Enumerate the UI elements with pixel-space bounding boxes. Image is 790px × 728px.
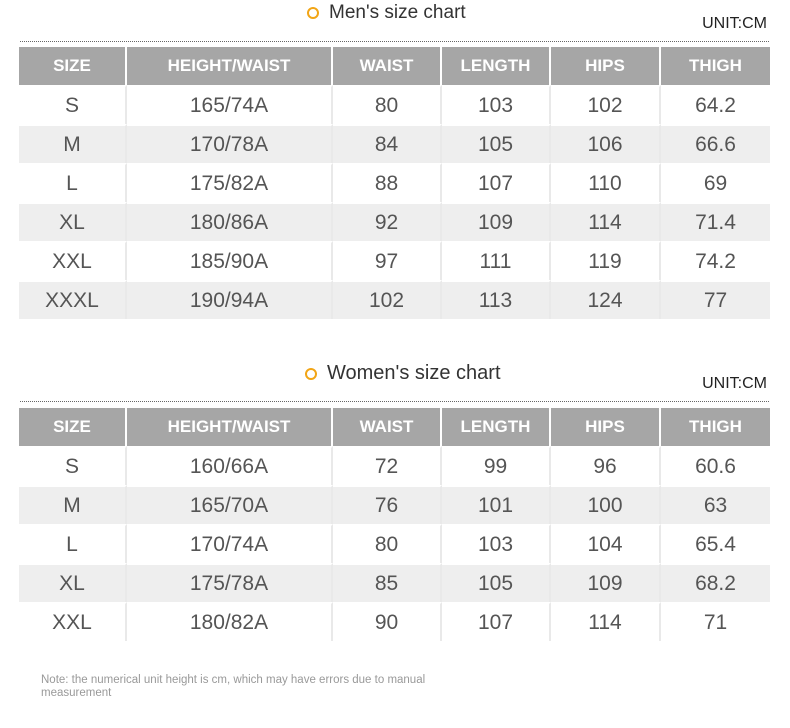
table-cell: L xyxy=(19,524,127,563)
table-cell: 65.4 xyxy=(661,524,770,563)
men-title-row xyxy=(0,0,790,30)
table-cell: 88 xyxy=(333,163,442,202)
table-cell: 100 xyxy=(551,485,661,524)
measurement-note: Note: the numerical unit height is cm, which may have errors due to manual measurement xyxy=(41,674,426,699)
table-cell: S xyxy=(19,85,127,124)
column-header-length: LENGTH xyxy=(442,47,551,85)
column-header-size: SIZE xyxy=(19,47,127,85)
table-cell: 165/70A xyxy=(127,485,333,524)
table-cell: 180/82A xyxy=(127,602,333,641)
table-cell: 64.2 xyxy=(661,85,770,124)
column-header-waist: WAIST xyxy=(333,47,442,85)
table-cell: XXL xyxy=(19,241,127,280)
table-cell: 96 xyxy=(551,446,661,485)
table-cell: 99 xyxy=(442,446,551,485)
table-cell: 185/90A xyxy=(127,241,333,280)
column-header-thigh: THIGH xyxy=(661,47,770,85)
table-cell: 102 xyxy=(551,85,661,124)
table-row xyxy=(19,602,770,641)
column-header-height-waist: HEIGHT/WAIST xyxy=(127,47,333,85)
table-cell: 66.6 xyxy=(661,124,770,163)
table-cell: 72 xyxy=(333,446,442,485)
table-cell: L xyxy=(19,163,127,202)
table-cell: 80 xyxy=(333,524,442,563)
women-dotted-divider xyxy=(20,401,769,402)
table-row xyxy=(19,524,770,563)
table-row xyxy=(19,124,770,163)
table-cell: M xyxy=(19,485,127,524)
table-cell: 69 xyxy=(661,163,770,202)
table-cell: 190/94A xyxy=(127,280,333,319)
column-header-size: SIZE xyxy=(19,408,127,446)
table-cell: 165/74A xyxy=(127,85,333,124)
column-header-length: LENGTH xyxy=(442,408,551,446)
column-header-hips: HIPS xyxy=(551,47,661,85)
table-cell: 85 xyxy=(333,563,442,602)
table-cell: 63 xyxy=(661,485,770,524)
table-cell: 124 xyxy=(551,280,661,319)
table-cell: 170/78A xyxy=(127,124,333,163)
table-cell: 105 xyxy=(442,124,551,163)
table-cell: 110 xyxy=(551,163,661,202)
table-row xyxy=(19,163,770,202)
men-dotted-divider xyxy=(20,41,769,42)
table-cell: 84 xyxy=(333,124,442,163)
table-cell: 113 xyxy=(442,280,551,319)
table-cell: 92 xyxy=(333,202,442,241)
table-cell: 175/82A xyxy=(127,163,333,202)
table-cell: XXL xyxy=(19,602,127,641)
table-cell: 106 xyxy=(551,124,661,163)
column-header-hips: HIPS xyxy=(551,408,661,446)
table-cell: 175/78A xyxy=(127,563,333,602)
table-row xyxy=(19,485,770,524)
table-row xyxy=(19,85,770,124)
table-cell: XL xyxy=(19,202,127,241)
men-title-wrap xyxy=(307,2,466,24)
table-cell: 105 xyxy=(442,563,551,602)
men-unit-label: UNIT:CM xyxy=(702,15,767,32)
table-row xyxy=(19,563,770,602)
circle-ring-icon xyxy=(305,368,317,380)
men-size-table xyxy=(19,47,770,319)
table-cell: 76 xyxy=(333,485,442,524)
table-cell: 60.6 xyxy=(661,446,770,485)
table-cell: XL xyxy=(19,563,127,602)
table-cell: 109 xyxy=(551,563,661,602)
table-cell: 107 xyxy=(442,163,551,202)
table-header-row xyxy=(19,408,770,446)
table-cell: 71.4 xyxy=(661,202,770,241)
table-cell: 97 xyxy=(333,241,442,280)
table-cell: 111 xyxy=(442,241,551,280)
column-header-height-waist: HEIGHT/WAIST xyxy=(127,408,333,446)
table-cell: 180/86A xyxy=(127,202,333,241)
women-title-wrap xyxy=(305,362,501,385)
table-cell: 114 xyxy=(551,602,661,641)
table-cell: 90 xyxy=(333,602,442,641)
table-row xyxy=(19,446,770,485)
column-header-waist: WAIST xyxy=(333,408,442,446)
table-cell: 104 xyxy=(551,524,661,563)
table-row xyxy=(19,202,770,241)
table-cell: 74.2 xyxy=(661,241,770,280)
table-cell: S xyxy=(19,446,127,485)
table-cell: 80 xyxy=(333,85,442,124)
table-cell: M xyxy=(19,124,127,163)
women-chart-title: Women's size chart xyxy=(327,362,501,384)
table-row xyxy=(19,280,770,319)
table-cell: 103 xyxy=(442,85,551,124)
table-header-row xyxy=(19,47,770,85)
women-unit-label: UNIT:CM xyxy=(702,375,767,392)
table-cell: 109 xyxy=(442,202,551,241)
table-cell: 101 xyxy=(442,485,551,524)
table-cell: 77 xyxy=(661,280,770,319)
table-row xyxy=(19,241,770,280)
men-chart-title: Men's size chart xyxy=(329,2,466,23)
column-header-thigh: THIGH xyxy=(661,408,770,446)
table-cell: 68.2 xyxy=(661,563,770,602)
table-cell: XXXL xyxy=(19,280,127,319)
table-cell: 107 xyxy=(442,602,551,641)
table-cell: 170/74A xyxy=(127,524,333,563)
table-cell: 102 xyxy=(333,280,442,319)
table-cell: 114 xyxy=(551,202,661,241)
table-cell: 103 xyxy=(442,524,551,563)
women-size-table xyxy=(19,408,770,641)
table-cell: 119 xyxy=(551,241,661,280)
women-title-row xyxy=(0,361,790,391)
circle-ring-icon xyxy=(307,7,319,19)
table-cell: 71 xyxy=(661,602,770,641)
table-cell: 160/66A xyxy=(127,446,333,485)
